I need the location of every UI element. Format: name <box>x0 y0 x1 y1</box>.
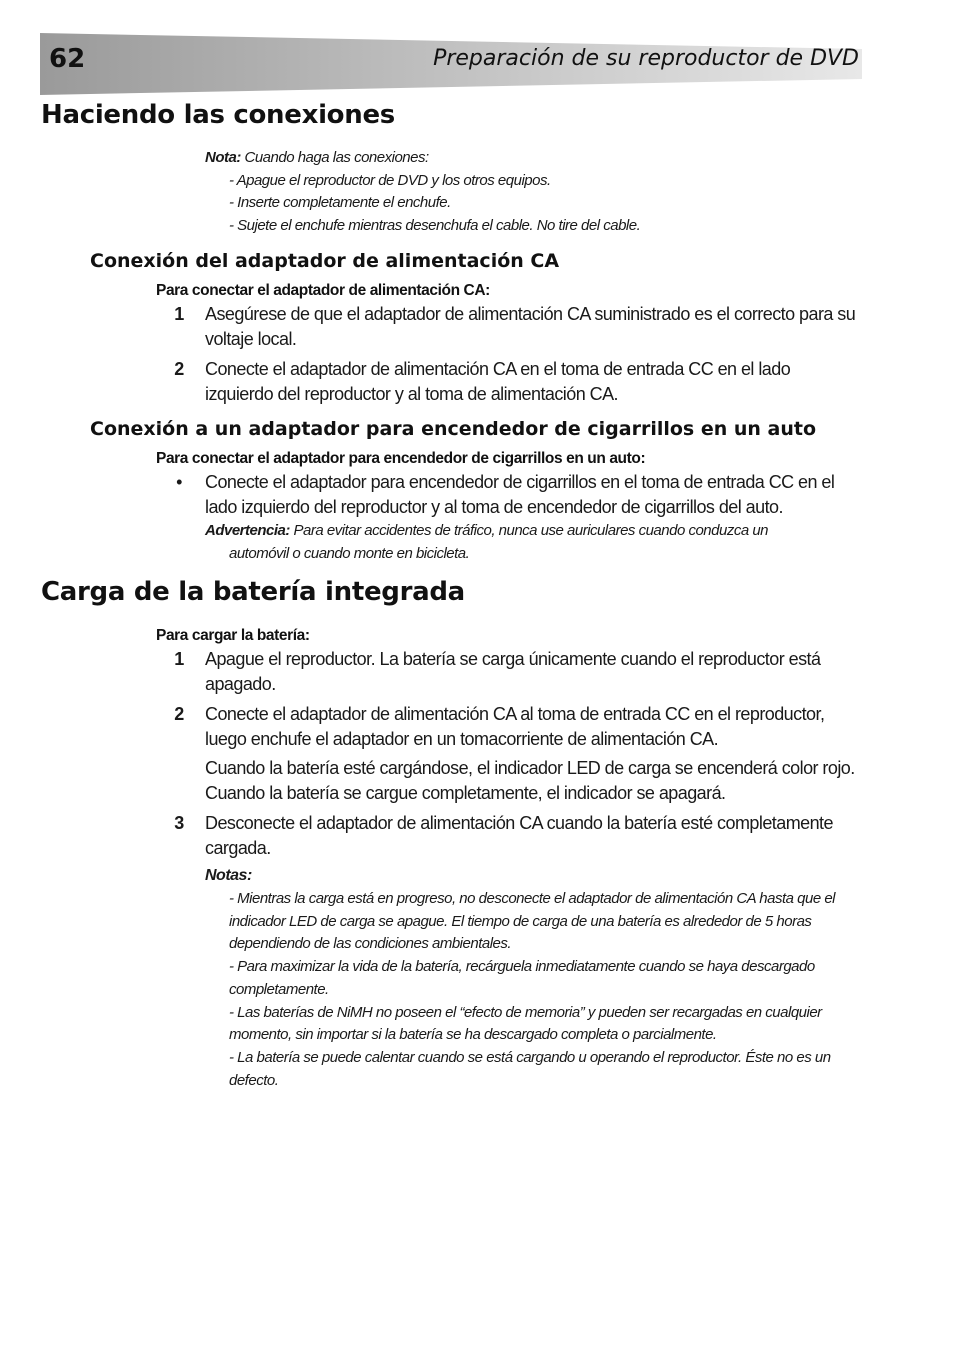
step-2-detail: Cuando la batería esté cargándose, el indicador LED de carga se encenderá color rojo. Cuando la batería se cargue completamente, el indicador se apagará. <box>205 758 855 803</box>
lead-car-adapter: Para conectar el adaptador para encendedor de cigarrillos en un auto: <box>156 450 646 467</box>
step-text: Conecte el adaptador de alimentación CA en el toma de entrada CC en el lado izquierdo del reproductor y al toma de alimentación CA. <box>205 359 791 404</box>
step-text: Conecte el adaptador de alimentación CA al toma de entrada CC en el reproductor, luego enchufe el adaptador en un tomacorriente de alimentación CA. <box>205 704 825 749</box>
warning-text: Para evitar accidentes de tráfico, nunca use auriculares cuando conduzca un <box>293 522 769 539</box>
step-number: 2 <box>174 359 184 379</box>
bullet-item <box>170 470 860 520</box>
step-item <box>170 647 860 697</box>
battery-notes <box>229 888 849 1092</box>
step-item <box>170 811 860 861</box>
lead-ac-adapter: Para conectar el adaptador de alimentación CA: <box>156 282 490 299</box>
step-item <box>170 357 860 407</box>
running-title: Preparación de su reproductor de DVD <box>433 46 859 71</box>
step-number: 1 <box>174 649 184 669</box>
step-item <box>170 302 860 352</box>
warning-note <box>205 520 845 565</box>
connection-note <box>205 147 845 237</box>
battery-note-item: - Las baterías de NiMH no poseen el “efecto de memoria” y pueden ser recargadas en cualquier momento, sin importar si la batería se ha descargado completa o parcialmente. <box>229 1003 822 1044</box>
page-number: 62 <box>49 44 86 74</box>
notes-label: Notas: <box>205 867 252 884</box>
step-item <box>170 702 860 752</box>
bullet-glyph: • <box>176 472 182 492</box>
warning-label: Advertencia: <box>205 522 290 539</box>
note-label: Nota: <box>205 149 241 166</box>
section-title-connections: Haciendo las conexiones <box>41 100 395 130</box>
step-text: Asegúrese de que el adaptador de alimentación CA suministrado es el correcto para su voltaje local. <box>205 304 856 349</box>
note-intro: Cuando haga las conexiones: <box>244 149 429 166</box>
battery-note-item: - Mientras la carga está en progreso, no desconecte el adaptador de alimentación CA hasta que el indicador LED de carga se apague. El tiempo de carga de una batería es alrededor de 5 horas dependiendo de las condiciones ambientales. <box>229 890 836 953</box>
subsection-title-ac-adapter: Conexión del adaptador de alimentación CA <box>90 250 560 272</box>
note-item: - Apague el reproductor de DVD y los otros equipos. <box>229 171 551 189</box>
lead-battery: Para cargar la batería: <box>156 627 310 644</box>
warning-text-cont: automóvil o cuando monte en bicicleta. <box>229 544 470 562</box>
section-title-battery: Carga de la batería integrada <box>41 577 465 607</box>
note-item: - Sujete el enchufe mientras desenchufa el cable. No tire del cable. <box>229 216 641 234</box>
step-number: 2 <box>174 704 184 724</box>
step-number: 3 <box>174 813 184 833</box>
note-item: - Inserte completamente el enchufe. <box>229 194 451 211</box>
notes-heading <box>205 865 845 888</box>
step-text: Desconecte el adaptador de alimentación CA cuando la batería esté completamente cargada. <box>205 813 833 858</box>
bullet-text: Conecte el adaptador para encendedor de cigarrillos en el toma de entrada CC en el lado izquierdo del reproductor y al toma de encendedor de cigarrillos del auto. <box>205 472 835 517</box>
battery-note-item: - La batería se puede calentar cuando se está cargando u operando el reproductor. Éste no es un defecto. <box>229 1048 831 1089</box>
battery-note-item: - Para maximizar la vida de la batería, recárguela inmediatamente cuando se haya descargado completamente. <box>229 958 815 998</box>
subsection-title-car-adapter: Conexión a un adaptador para encendedor de cigarrillos en un auto <box>90 418 817 440</box>
step-text: Apague el reproductor. La batería se carga únicamente cuando el reproductor está apagado. <box>205 649 821 694</box>
step-number: 1 <box>174 304 184 324</box>
